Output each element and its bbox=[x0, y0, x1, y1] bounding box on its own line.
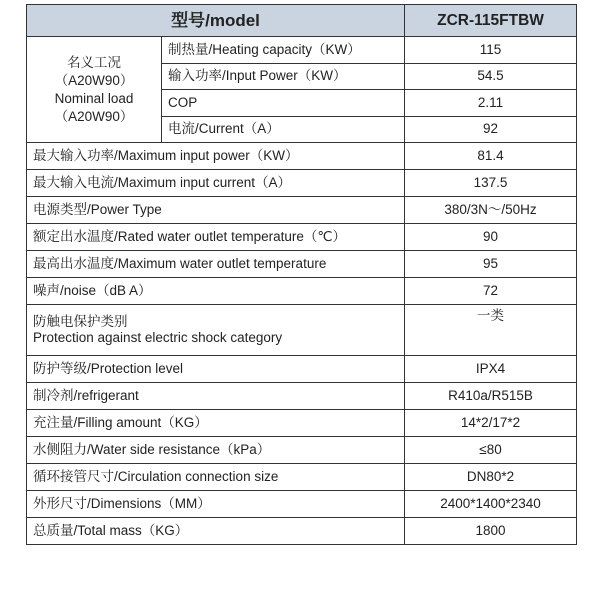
table-row bbox=[27, 437, 577, 464]
header-row bbox=[27, 5, 577, 37]
row-value: 2.11 bbox=[405, 90, 577, 117]
protection-category-label: 防触电保护类别 Protection against electric shock category bbox=[27, 305, 405, 356]
row-value: 54.5 bbox=[405, 63, 577, 90]
row-label: 循环接管尺寸/Circulation connection size bbox=[27, 464, 405, 491]
row-label: 电源类型/Power Type bbox=[27, 197, 405, 224]
row-value: 137.5 bbox=[405, 170, 577, 197]
table-row bbox=[27, 224, 577, 251]
row-label: 电流/Current（A） bbox=[162, 116, 405, 143]
row-value: 90 bbox=[405, 224, 577, 251]
model-label: 型号/model bbox=[27, 5, 405, 37]
table-row bbox=[27, 356, 577, 383]
row-label: 制冷剂/refrigerant bbox=[27, 383, 405, 410]
row-label: 输入功率/Input Power（KW） bbox=[162, 63, 405, 90]
row-label: 制热量/Heating capacity（KW） bbox=[162, 37, 405, 64]
row-label: 额定出水温度/Rated water outlet temperature（℃） bbox=[27, 224, 405, 251]
row-label: 防护等级/Protection level bbox=[27, 356, 405, 383]
model-value: ZCR-115FTBW bbox=[405, 5, 577, 37]
row-value: 14*2/17*2 bbox=[405, 410, 577, 437]
table-row bbox=[27, 518, 577, 545]
row-label: 充注量/Filling amount（KG） bbox=[27, 410, 405, 437]
spec-table bbox=[26, 4, 577, 545]
row-value: DN80*2 bbox=[405, 464, 577, 491]
row-value: 一类 bbox=[405, 305, 577, 356]
table-row bbox=[27, 197, 577, 224]
row-label: COP bbox=[162, 90, 405, 117]
table-row bbox=[27, 251, 577, 278]
row-value: 115 bbox=[405, 37, 577, 64]
row-value: IPX4 bbox=[405, 356, 577, 383]
row-label: 最大输入电流/Maximum input current（A） bbox=[27, 170, 405, 197]
row-label: 总质量/Total mass（KG） bbox=[27, 518, 405, 545]
row-value: R410a/R515B bbox=[405, 383, 577, 410]
table-row bbox=[27, 383, 577, 410]
nominal-load-label: 名义工况 （A20W90） Nominal load （A20W90） bbox=[27, 37, 162, 143]
row-label: 水侧阻力/Water side resistance（kPa） bbox=[27, 437, 405, 464]
table-row bbox=[27, 491, 577, 518]
row-label: 噪声/noise（dB A） bbox=[27, 278, 405, 305]
row-value: 380/3N～/50Hz bbox=[405, 197, 577, 224]
table-row bbox=[27, 305, 577, 356]
table-row bbox=[27, 170, 577, 197]
row-value: 81.4 bbox=[405, 143, 577, 170]
row-value: ≤80 bbox=[405, 437, 577, 464]
row-label: 最大输入功率/Maximum input power（KW） bbox=[27, 143, 405, 170]
table-row bbox=[27, 37, 577, 64]
table-row bbox=[27, 464, 577, 491]
row-value: 95 bbox=[405, 251, 577, 278]
row-value: 72 bbox=[405, 278, 577, 305]
row-label: 最高出水温度/Maximum water outlet temperature bbox=[27, 251, 405, 278]
row-value: 92 bbox=[405, 116, 577, 143]
row-value: 1800 bbox=[405, 518, 577, 545]
table-row bbox=[27, 410, 577, 437]
table-row bbox=[27, 278, 577, 305]
table-row bbox=[27, 143, 577, 170]
row-value: 2400*1400*2340 bbox=[405, 491, 577, 518]
row-label: 外形尺寸/Dimensions（MM） bbox=[27, 491, 405, 518]
